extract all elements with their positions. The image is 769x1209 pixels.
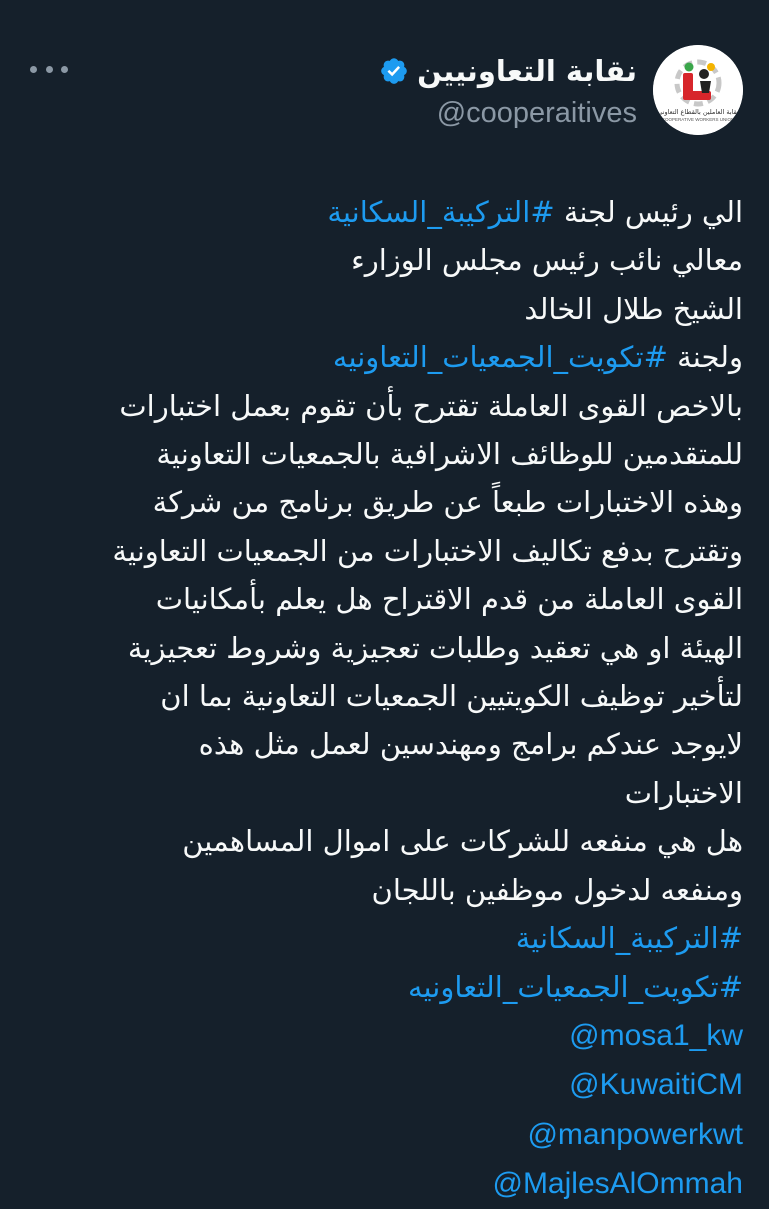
author-names [379, 53, 637, 131]
tweet-text-segment: ولجنة [667, 340, 743, 375]
mention-line [24, 1011, 743, 1060]
tweet-line: وهذه الاختبارات طبعاً عن طريق برنامج من شركة [152, 485, 743, 520]
tweet-line: معالي نائب رئيس مجلس الوزارء [351, 243, 743, 278]
more-options-icon [46, 66, 53, 73]
author-handle[interactable]: @cooperaitives [436, 97, 637, 129]
more-options-icon [30, 66, 37, 73]
union-logo-icon [653, 45, 743, 135]
display-name[interactable]: نقابة التعاونيين [417, 54, 637, 88]
hashtag-link[interactable]: #تكويت_الجمعيات_التعاونيه [407, 969, 743, 1004]
tweet-line: هل هي منفعه للشركات على اموال المساهمين [182, 824, 743, 859]
tweet-line: وتقترح بدفع تكاليف الاختبارات من الجمعيات التعاونية [112, 533, 743, 568]
tweet-line [24, 188, 743, 236]
tweet-line: الهيئة او هي تعقيد وطلبات تعجيزية وشروط تعجيزية [127, 630, 743, 665]
tweet-line: لتأخير توظيف الكويتيين الجمعيات التعاونية بما ان [160, 679, 743, 714]
mention-line [24, 1159, 743, 1208]
tweet-line: للمتقدمين للوظائف الاشرافية بالجمعيات التعاونية [156, 437, 743, 472]
mention-link[interactable]: @manpowerkwt [527, 1117, 743, 1151]
tweet-line: لايوجد عندكم برامج ومهندسين لعمل مثل هذه [198, 727, 743, 762]
mention-line [24, 1110, 743, 1159]
tweet-line: الشيخ طلال الخالد [524, 291, 743, 326]
mention-link[interactable]: @mosa1_kw [569, 1018, 743, 1052]
verified-badge-icon [379, 56, 409, 86]
avatar[interactable] [653, 45, 743, 135]
avatar-caption-ar: نقابة العاملين بالقطاع التعاوني [657, 108, 739, 116]
mention-link[interactable]: @KuwaitiCM [569, 1068, 743, 1102]
hashtag-line [24, 963, 743, 1011]
hashtag-link[interactable]: #التركيبة_السكانية [515, 921, 743, 956]
tweet-line [24, 333, 743, 381]
more-options-button[interactable] [30, 59, 68, 79]
tweet-line: الاختبارات [624, 775, 743, 810]
tweet-line: ومنفعه لدخول موظفين باللجان [371, 872, 743, 907]
hashtag-link[interactable]: #تكويت_الجمعيات_التعاونيه [332, 340, 668, 375]
mention-line [24, 1060, 743, 1109]
tweet-header [24, 45, 743, 135]
mention-link[interactable]: @MajlesAlOmmah [492, 1167, 743, 1201]
tweet-text-segment: الي رئيس لجنة [554, 195, 743, 229]
hashtag-line [24, 914, 743, 962]
hashtag-link[interactable]: #التركيبة_السكانية [327, 195, 555, 229]
tweet-text [24, 188, 743, 1209]
tweet-line: بالاخص القوى العاملة تقترح بأن تقوم بعمل اختبارات [119, 388, 743, 423]
display-name-row [379, 53, 637, 89]
avatar-caption-en: COOPERATIVE WORKERS UNION [661, 117, 735, 122]
more-options-icon [61, 66, 68, 73]
tweet-line: القوى العاملة من قدم الاقتراح هل يعلم بأمكانيات [155, 582, 743, 617]
